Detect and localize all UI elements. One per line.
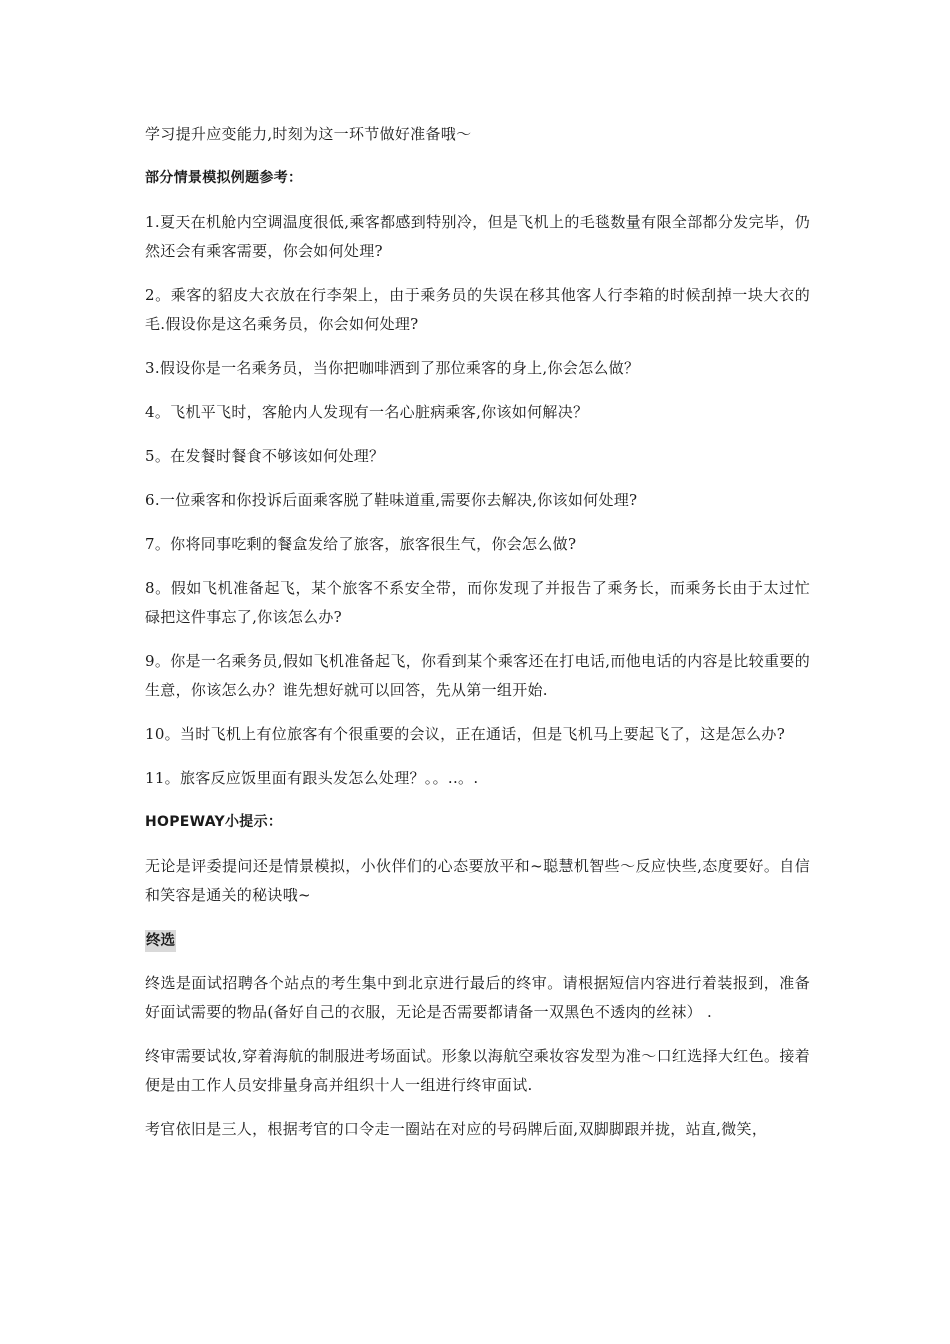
question-3: 3.假设你是一名乘务员，当你把咖啡洒到了那位乘客的身上,你会怎么做？ (145, 359, 640, 377)
question-4: 4。飞机平飞时，客舱内人发现有一名心脏病乘客,你该如何解决？ (145, 403, 589, 421)
tip-title: HOPEWAY小提示： (145, 814, 283, 830)
question-2: 2。乘客的貂皮大衣放在行李架上，由于乘务员的失误在移其他客人行李箱的时候刮掉一块大衣的毛.假设你是这名乘务员，你会如何处理? (145, 286, 810, 333)
final-paragraph-3: 考官依旧是三人，根据考官的口令走一圈站在对应的号码牌后面,双脚脚跟并拢，站直,微笑， (145, 1120, 768, 1138)
question-11: 11。旅客反应饭里面有跟头发怎么处理？。。..。. (145, 769, 479, 787)
question-10: 10。当时飞机上有位旅客有个很重要的会议，正在通话，但是飞机马上要起飞了，这是怎么办? (145, 725, 786, 743)
question-6: 6.一位乘客和你投诉后面乘客脱了鞋味道重,需要你去解决,你该如何处理? (145, 491, 638, 509)
document-page (145, 120, 810, 1159)
question-7: 7。你将同事吃剩的餐盒发给了旅客，旅客很生气，你会怎么做? (145, 535, 577, 553)
tip-paragraph: 无论是评委提问还是情景模拟，小伙伴们的心态要放平和~聪慧机智些～反应快些,态度要好。自信和笑容是通关的秘诀哦~ (145, 857, 810, 904)
section-title: 部分情景模拟例题参考： (145, 170, 303, 186)
final-heading: 终选 (145, 930, 176, 952)
intro-paragraph: 学习提升应变能力,时刻为这一环节做好准备哦～ (145, 125, 472, 143)
question-9: 9。你是一名乘务员,假如飞机准备起飞，你看到某个乘客还在打电话,而他电话的内容是比较重要的生意，你该怎么办？谁先想好就可以回答，先从第一组开始. (145, 652, 810, 699)
question-5: 5。在发餐时餐食不够该如何处理？ (145, 447, 385, 465)
question-1: 1.夏天在机舱内空调温度很低,乘客都感到特别冷，但是飞机上的毛毯数量有限全部都分发完毕，仍然还会有乘客需要，你会如何处理? (145, 213, 810, 260)
final-paragraph-2: 终审需要试妆,穿着海航的制服进考场面试。形象以海航空乘妆容发型为准～口红选择大红色。接着便是由工作人员安排量身高并组织十人一组进行终审面试. (145, 1047, 810, 1094)
final-paragraph-1: 终选是面试招聘各个站点的考生集中到北京进行最后的终审。请根据短信内容进行着装报到，准备好面试需要的物品(备好自己的衣服，无论是否需要都请备一双黑色不透肉的丝袜） . (145, 974, 810, 1021)
final-heading-wrap (145, 925, 810, 954)
question-8: 8。假如飞机准备起飞，某个旅客不系安全带，而你发现了并报告了乘务长，而乘务长由于太过忙碌把这件事忘了,你该怎么办? (145, 579, 810, 626)
